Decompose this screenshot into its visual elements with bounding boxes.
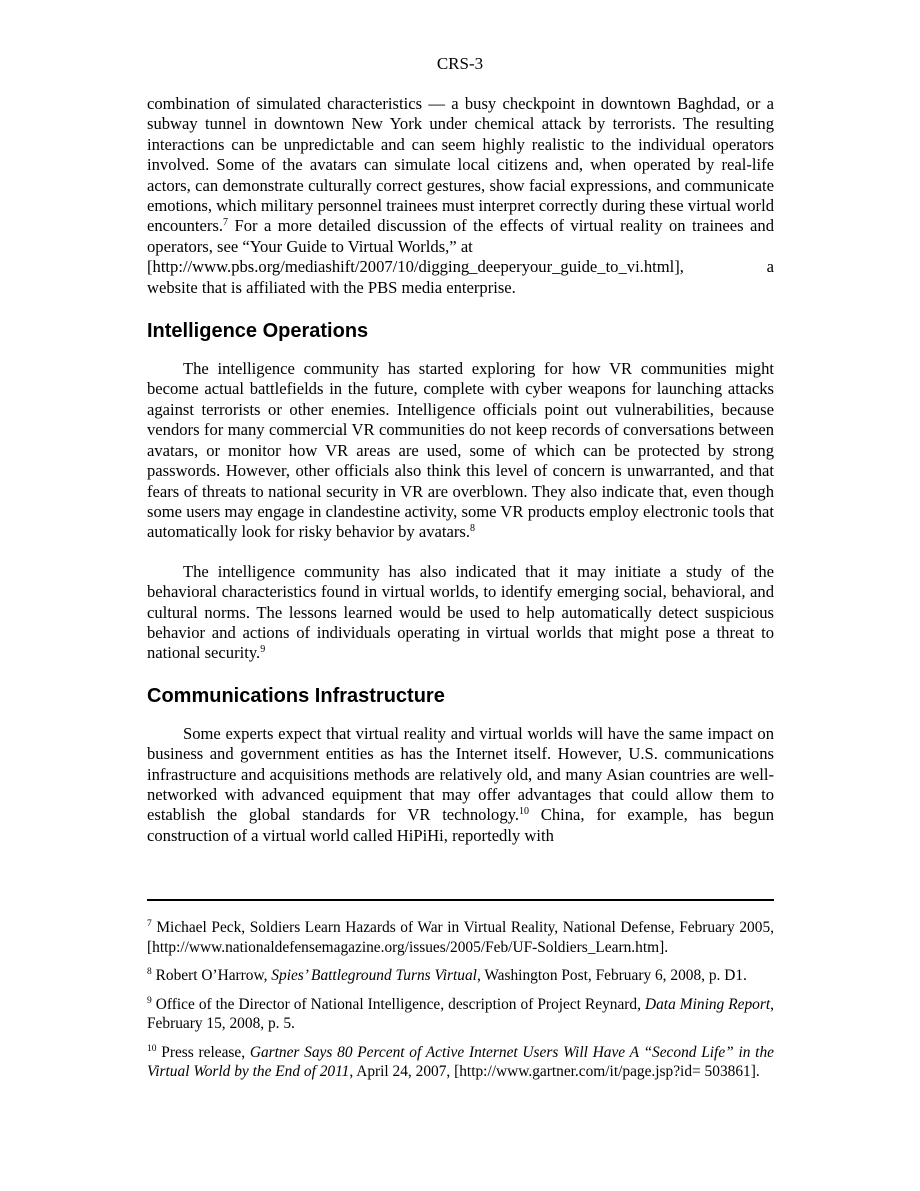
footnote-ref-10[interactable]: 10 <box>519 806 529 818</box>
footnotes-section <box>147 918 774 1091</box>
paragraph-text: Some experts expect that virtual reality and virtual worlds will have the same impact on business and government entities as has the Internet itself. However, U.S. communications infrastructure and acquisitions methods are relatively old, and many Asian countries are well-networked with advanced equipment that may offer advantages that could allow them to establish the global standards for VR technology. <box>147 723 774 825</box>
footnote-9 <box>147 995 774 1034</box>
footnote-text: , April 24, 2007, [http://www.gartner.com/it/page.jsp?id= 503861]. <box>349 1063 760 1080</box>
footnote-number: 10 <box>147 1043 157 1054</box>
footnote-ref-8[interactable]: 8 <box>470 523 476 535</box>
footnote-text: , February 15, 2008, p. 5. <box>147 995 775 1032</box>
body-content <box>147 94 774 846</box>
footnote-text: , Washington Post, February 6, 2008, p. D1. <box>476 967 747 984</box>
footnote-ref-9[interactable]: 9 <box>260 644 266 656</box>
section-heading-communications-infrastructure: Communications Infrastructure <box>147 684 445 707</box>
footnote-number: 9 <box>147 995 152 1006</box>
footnote-italic-title: Spies’ Battleground Turns Virtual <box>271 967 477 984</box>
paragraph-text: China, for example, has begun construction of a virtual world called HiPiHi, reportedly with <box>147 805 774 845</box>
footnote-7 <box>147 918 774 957</box>
intelligence-paragraph-1 <box>147 359 774 543</box>
pbs-url-line[interactable]: [http://www.pbs.org/mediashift/2007/10/digging_deeperyour_guide_to_vi.html], a <box>147 257 774 277</box>
intelligence-paragraph-2 <box>147 562 774 664</box>
paragraph-text: For a more detailed discussion of the effects of virtual reality on trainees and operators, see “Your Guide to Virtual Worlds,” at <box>147 216 774 256</box>
section-heading-intelligence-operations: Intelligence Operations <box>147 320 369 343</box>
paragraph-text: combination of simulated characteristics — a busy checkpoint in downtown Baghdad, or a subway tunnel in downtown New York under chemical attack by terrorists. The resulting interactions can be unpredictable and can seem highly realistic to the individual operators involved. Some of the avatars can simulate local citizens and, when operated by real-life actors, can demonstrate culturally correct gestures, show facial expressions, and communicate emotions, which military personnel trainees must interpret correctly during these virtual world encounters. <box>147 94 774 236</box>
footnote-number: 8 <box>147 967 152 977</box>
footnote-10 <box>147 1043 774 1082</box>
footnote-italic-title: Gartner Says 80 Percent of Active Internet Users Will Have A “Second Life” in the Virtual World by the End of 2011 <box>147 1043 774 1080</box>
paragraph-text: website that is affiliated with the PBS media enterprise. <box>147 277 516 297</box>
footnote-8 <box>147 966 774 986</box>
footnote-italic-title: Data Mining Report <box>644 995 771 1013</box>
footnote-text: Robert O’Harrow, <box>155 967 272 984</box>
footnote-divider <box>147 899 774 901</box>
continuation-paragraph <box>147 94 774 298</box>
footnote-number: 7 <box>147 919 152 929</box>
paragraph-text: The intelligence community has started exploring for how VR communities might become actual battlefields in the future, complete with cyber weapons for launching attacks against terrorists or other enemies. Intelligence officials point out vulnerabilities, because vendors for many commercial VR communities do not keep records of conversations between avatars, or monitor how VR areas are used, some of which can be protected by strong passwords. However, other officials also think this level of concern is unwarranted, and that fears of threats to national security in VR are overblown. They also indicate that, even though some users may engage in clandestine activity, some VR products employ electronic tools that automatically look for risky behavior by avatars. <box>147 359 774 542</box>
page-number-header: CRS-3 <box>436 54 484 73</box>
footnote-text: Michael Peck, Soldiers Learn Hazards of War in Virtual Reality, National Defense, February 2005, [http://www.nationaldefensemagazine.org/issues/2005/Feb/UF-Soldiers_Learn.htm]. <box>147 919 774 956</box>
footnote-text: Press release, <box>161 1043 250 1061</box>
paragraph-text: The intelligence community has also indicated that it may initiate a study of the behavioral characteristics found in virtual worlds, to identify emerging social, behavioral, and cultural norms. The lessons learned would be used to help automatically detect suspicious behavior and actions of individuals operating in virtual worlds that might pose a threat to national security. <box>147 561 774 663</box>
footnote-text: Office of the Director of National Intelligence, description of Project Reynard, <box>155 995 645 1013</box>
footnote-ref-7[interactable]: 7 <box>223 217 229 229</box>
communications-paragraph-1 <box>147 724 774 846</box>
